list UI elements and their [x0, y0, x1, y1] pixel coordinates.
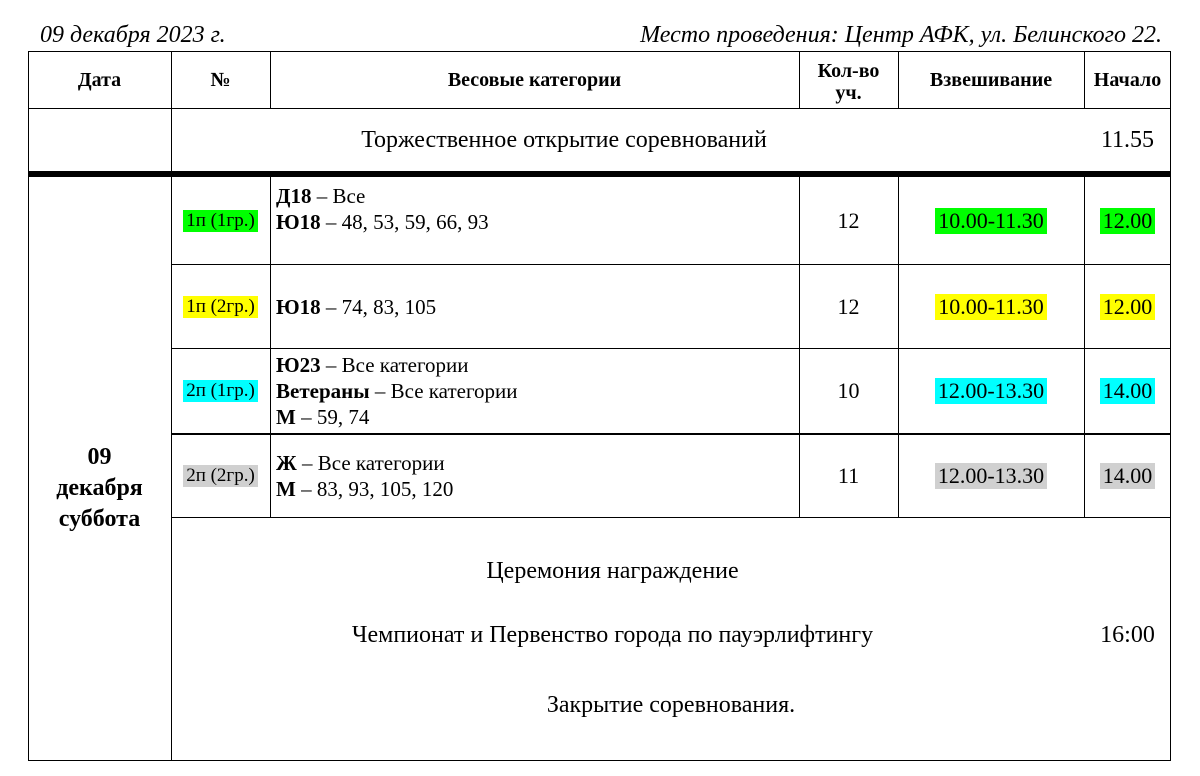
column-header-count-line2: уч. — [835, 81, 862, 104]
category-values: – Все категории — [369, 379, 518, 403]
opening-ceremony-text: Торжественное открытие соревнований — [361, 126, 767, 153]
column-header-count — [799, 51, 898, 108]
flight-number: 1п (1гр.) — [183, 210, 258, 232]
closing-text: Закрытие соревнования. — [546, 691, 796, 718]
category-line — [276, 294, 436, 320]
column-header-date: Дата — [77, 68, 122, 91]
category-group: Ю18 — [276, 294, 321, 319]
category-line — [276, 404, 369, 430]
weighing-time-cell — [898, 349, 1084, 433]
column-header-weighing: Взвешивание — [929, 68, 1053, 91]
category-group: Ветераны — [276, 379, 370, 403]
award-ceremony-text: Церемония награждение — [486, 557, 739, 584]
flight-categories — [270, 265, 799, 348]
category-line — [276, 183, 365, 209]
category-group: Ю18 — [276, 210, 321, 234]
flight-categories — [270, 177, 799, 264]
flight-categories — [270, 349, 799, 433]
flight-number: 1п (2гр.) — [183, 296, 258, 318]
category-values: – 74, 83, 105 — [320, 294, 437, 319]
weighing-time: 12.00-13.30 — [935, 378, 1047, 404]
category-values: – Все — [311, 184, 366, 208]
column-header-start: Начало — [1093, 68, 1162, 91]
flight-number: 2п (1гр.) — [183, 380, 258, 402]
start-time-cell — [1084, 265, 1171, 348]
flight-categories — [270, 435, 799, 517]
category-group: Ж — [276, 451, 297, 475]
table-border-bottom — [28, 760, 1171, 761]
flight-number: 2п (2гр.) — [183, 465, 258, 487]
column-header-categories: Весовые категории — [447, 68, 622, 91]
weighing-time: 10.00-11.30 — [935, 294, 1047, 320]
day-weekday: суббота — [58, 506, 141, 532]
day-number: 09 — [87, 444, 112, 470]
category-line — [276, 352, 469, 378]
weighing-time: 12.00-13.30 — [935, 463, 1047, 489]
start-time: 14.00 — [1100, 378, 1156, 404]
column-header-count-line1: Кол-во — [817, 59, 880, 82]
participant-count: 11 — [837, 463, 860, 488]
category-line — [276, 476, 453, 502]
category-values: – 83, 93, 105, 120 — [295, 477, 454, 501]
start-time: 12.00 — [1100, 294, 1156, 320]
participant-count: 10 — [837, 378, 860, 403]
participant-count: 12 — [837, 293, 860, 319]
day-cell — [28, 177, 171, 760]
flight-number-cell — [171, 177, 270, 264]
weighing-time: 10.00-11.30 — [935, 208, 1047, 234]
category-group: М — [276, 405, 296, 429]
document-date: 09 декабря 2023 г. — [40, 22, 226, 48]
category-values: – 48, 53, 59, 66, 93 — [320, 210, 489, 234]
category-line — [276, 378, 518, 404]
category-line — [276, 450, 445, 476]
category-values: – Все категории — [320, 353, 469, 377]
category-values: – Все категории — [296, 451, 445, 475]
column-header-number: № — [210, 68, 231, 91]
category-group: М — [276, 477, 296, 501]
participant-count: 12 — [837, 207, 860, 233]
start-time-cell — [1084, 177, 1171, 264]
category-line — [276, 209, 489, 235]
category-group: Д18 — [276, 184, 312, 208]
category-values: – 59, 74 — [295, 405, 370, 429]
day-month: декабря — [56, 475, 143, 501]
flight-number-cell — [171, 349, 270, 433]
venue-info: Место проведения: Центр АФК, ул. Белинского 22. — [640, 22, 1162, 48]
weighing-time-cell — [898, 177, 1084, 264]
weighing-time-cell — [898, 435, 1084, 517]
start-time-cell — [1084, 435, 1171, 517]
championship-title: Чемпионат и Первенство города по пауэрлифтингу — [351, 621, 874, 648]
flight-number-cell — [171, 265, 270, 348]
weighing-time-cell — [898, 265, 1084, 348]
opening-ceremony-time: 11.55 — [1100, 126, 1155, 153]
schedule-table — [28, 51, 1171, 761]
row-divider — [171, 517, 1171, 518]
category-group: Ю23 — [276, 353, 321, 377]
start-time: 14.00 — [1100, 463, 1156, 489]
start-time-cell — [1084, 349, 1171, 433]
closing-time: 16:00 — [1100, 621, 1155, 648]
start-time: 12.00 — [1100, 208, 1156, 234]
flight-number-cell — [171, 435, 270, 517]
